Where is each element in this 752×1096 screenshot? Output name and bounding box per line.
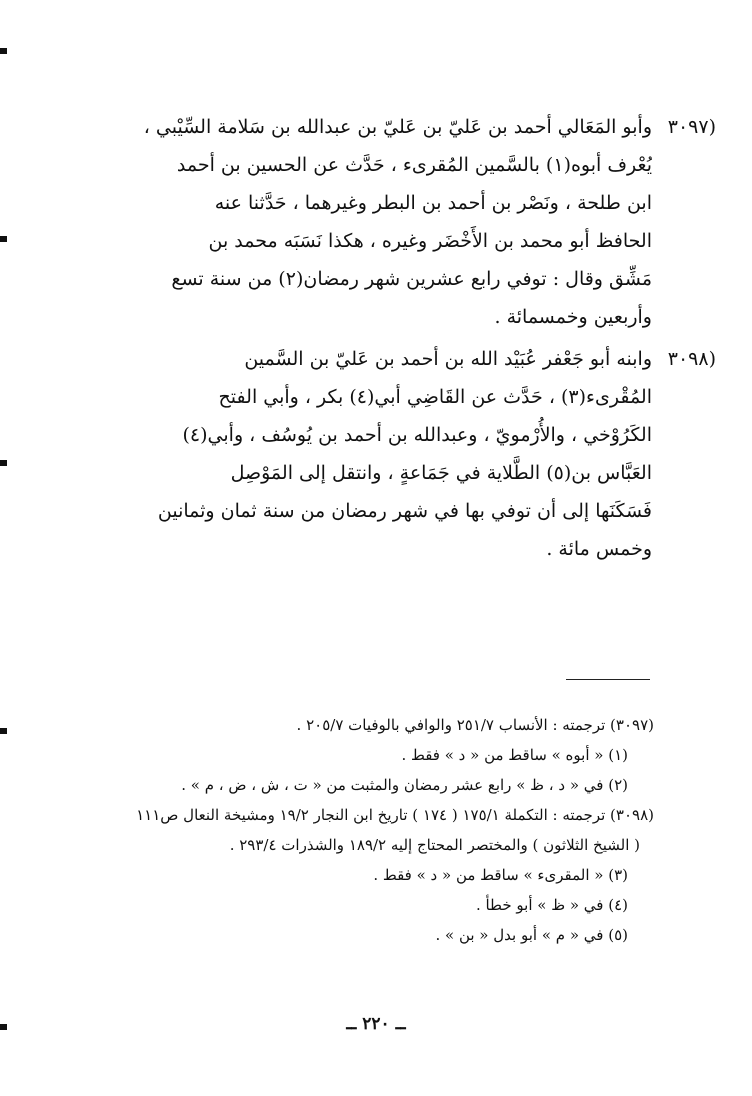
entry-line: المُقْرىء(٣) ، حَدَّث عن القَاضِي أبي(٤) بكر ، وأبي الفتح xyxy=(218,386,652,408)
footnote: (٢) في « د ، ظ » رابع عشر رمضان والمثبت من « ت ، ش ، ض ، م » . xyxy=(181,776,628,794)
footnote: (٥) في « م » أبو بدل « بن » . xyxy=(435,926,628,944)
entry-line: الكَرُوْخي ، والأُرْمويّ ، وعبدالله بن أحمد بن يُوسُف ، وأبي(٤) xyxy=(182,424,652,446)
margin-mark xyxy=(0,728,7,734)
footnote: (٣) « المقرىء » ساقط من « د » فقط . xyxy=(373,866,628,884)
margin-mark xyxy=(0,48,7,54)
entry-line: وأربعين وخمسمائة . xyxy=(494,306,652,328)
margin-mark xyxy=(0,460,7,466)
entry-number: (٣٠٩٨ xyxy=(667,348,716,370)
footnote-source: (٣٠٩٨) ترجمته : التكملة ١٧٥/١ ( ١٧٤ ) تاريخ ابن النجار ١٩/٢ ومشيخة النعال ص١١١ xyxy=(136,806,654,824)
entry-line: وأبو المَعَالي أحمد بن عَليّ بن عَليّ بن عبدالله بن سَلامة السِّيْبي ، xyxy=(143,116,652,138)
entry-line: مَشِّق وقال : توفي رابع عشرين شهر رمضان(٢) من سنة تسع xyxy=(171,268,652,290)
footnote-source: (٣٠٩٧) ترجمته : الأنساب ٢٥١/٧ والوافي بالوفيات ٢٠٥/٧ . xyxy=(296,716,654,734)
entry-line: ابن طلحة ، ونَصْر بن أحمد بن البطر وغيرهما ، حَدَّثنا عنه xyxy=(214,192,652,214)
page-number: ــ ٢٢٠ ــ xyxy=(346,1014,406,1034)
footnote-separator xyxy=(566,679,650,680)
entry-line: يُعْرف أبوه(١) بالسَّمين المُقرىء ، حَدَّث عن الحسين بن أحمد xyxy=(176,154,652,176)
footnote-continuation: ( الشيخ الثلاثون ) والمختصر المحتاج إليه ١٨٩/٢ والشذرات ٢٩٣/٤ . xyxy=(229,836,640,854)
entry-line: الحافظ أبو محمد بن الأَخْضَر وغيره ، هكذا نَسَبَه محمد بن xyxy=(208,230,652,252)
entry-number: (٣٠٩٧ xyxy=(667,116,716,138)
entry-line: العَبَّاس بن(٥) الطَّلاية في جَمَاعةٍ ، وانتقل إلى المَوْصِل xyxy=(230,462,652,484)
footnote: (٤) في « ظ » أبو خطأ . xyxy=(475,896,628,914)
footnotes xyxy=(92,710,654,950)
entry-3098 xyxy=(100,340,716,568)
footnote: (١) « أبوه » ساقط من « د » فقط . xyxy=(401,746,628,764)
margin-mark xyxy=(0,236,7,242)
entry-line: وابنه أبو جَعْفر عُبَيْد الله بن أحمد بن عَليّ بن السَّمين xyxy=(244,348,652,370)
entry-line: فَسَكَنَها إلى أن توفي بها في شهر رمضان من سنة ثمان وثمانين xyxy=(157,500,652,522)
entry-3097 xyxy=(100,108,716,336)
entry-line: وخمس مائة . xyxy=(546,538,652,560)
